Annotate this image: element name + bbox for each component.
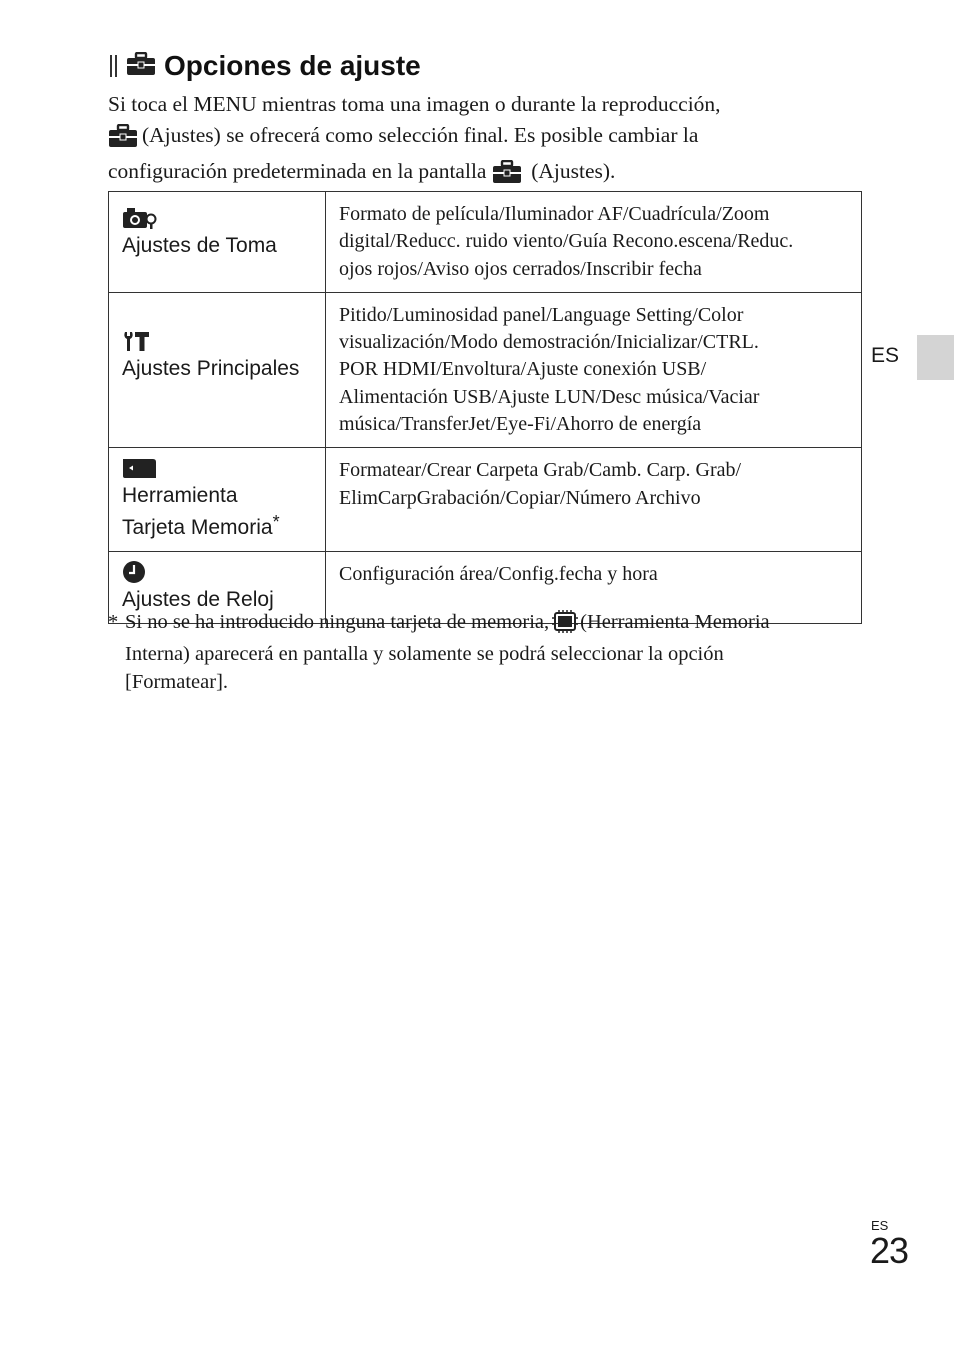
toolbox-icon — [126, 52, 156, 81]
intro-line-2 — [108, 120, 828, 157]
table-row — [109, 292, 862, 447]
table-row — [109, 192, 862, 293]
options-cell — [326, 292, 862, 447]
category-label-line — [122, 509, 315, 541]
category-cell — [109, 448, 326, 552]
settings-table — [108, 191, 862, 624]
memory-card-icon — [122, 456, 315, 480]
category-label-text: Tarjeta Memoria — [122, 516, 273, 540]
heading-marker — [110, 55, 117, 77]
category-label: Ajustes de Toma — [122, 234, 277, 257]
options-line: Configuración área/Config.fecha y hora — [339, 563, 658, 586]
options-line: visualización/Modo demostración/Inicializar/CTRL. — [339, 331, 759, 354]
options-line: digital/Reducc. ruido viento/Guía Recono.escena/Reduc. — [339, 230, 794, 253]
options-line: POR HDMI/Envoltura/Ajuste conexión USB/ — [339, 358, 707, 381]
options-line: Pitido/Luminosidad panel/Language Setting/Color — [339, 303, 744, 326]
table-row — [109, 448, 862, 552]
options-line: ojos rojos/Aviso ojos cerrados/Inscribir fecha — [339, 257, 702, 280]
footnote — [108, 609, 848, 696]
clock-icon — [122, 560, 315, 584]
options-line: Formatear/Crear Carpeta Grab/Camb. Carp. Grab/ — [339, 459, 742, 482]
footnote-part-1: Si no se ha introducido ninguna tarjeta de memoria, — [125, 611, 550, 633]
options-line: música/TransferJet/Eye-Fi/Ahorro de energía — [339, 413, 702, 436]
category-label: Ajustes de Reloj — [122, 588, 274, 612]
page-number: 23 — [870, 1230, 909, 1271]
options-cell — [326, 448, 862, 552]
camera-settings-icon — [122, 206, 315, 230]
section-heading — [110, 46, 421, 86]
footnote-line-2: Interna) aparecerá en pantalla y solamente se podrá seleccionar la opción — [125, 643, 724, 666]
intro-line-3 — [108, 156, 828, 193]
options-line: ElimCarpGrabación/Copiar/Número Archivo — [339, 486, 701, 509]
intro-paragraph — [108, 89, 828, 193]
internal-memory-icon — [551, 609, 579, 641]
intro-line-3-text: configuración predeterminada en la pantalla — [108, 159, 487, 183]
language-label: ES — [871, 344, 900, 367]
category-cell — [109, 292, 326, 447]
page-title: Opciones de ajuste — [164, 50, 421, 81]
options-line: Alimentación USB/Ajuste LUN/Desc música/Vaciar — [339, 385, 760, 408]
language-tab — [917, 335, 954, 380]
toolbox-icon — [108, 124, 138, 157]
footnote-text — [125, 609, 848, 696]
intro-line-1: Si toca el MENU mientras toma una imagen o durante la reproducción, — [108, 92, 721, 116]
category-label: Ajustes Principales — [122, 356, 300, 380]
options-cell — [326, 192, 862, 293]
intro-line-3-end: (Ajustes). — [531, 159, 616, 183]
footnote-part-2: (Herramienta Memoria — [580, 611, 770, 633]
footnote-line-3: [Formatear]. — [125, 670, 229, 693]
intro-line-2-text: (Ajustes) se ofrecerá como selección final. Es posible cambiar la — [142, 122, 699, 147]
footnote-mark: * — [272, 512, 280, 533]
wrench-settings-icon — [122, 329, 315, 353]
options-line: Formato de película/Iluminador AF/Cuadrícula/Zoom — [339, 203, 770, 225]
category-cell — [109, 192, 326, 293]
category-label-line: Herramienta — [122, 484, 238, 508]
toolbox-icon — [492, 160, 522, 193]
footnote-mark: * — [108, 611, 119, 633]
footer-language: ES — [871, 1218, 889, 1233]
